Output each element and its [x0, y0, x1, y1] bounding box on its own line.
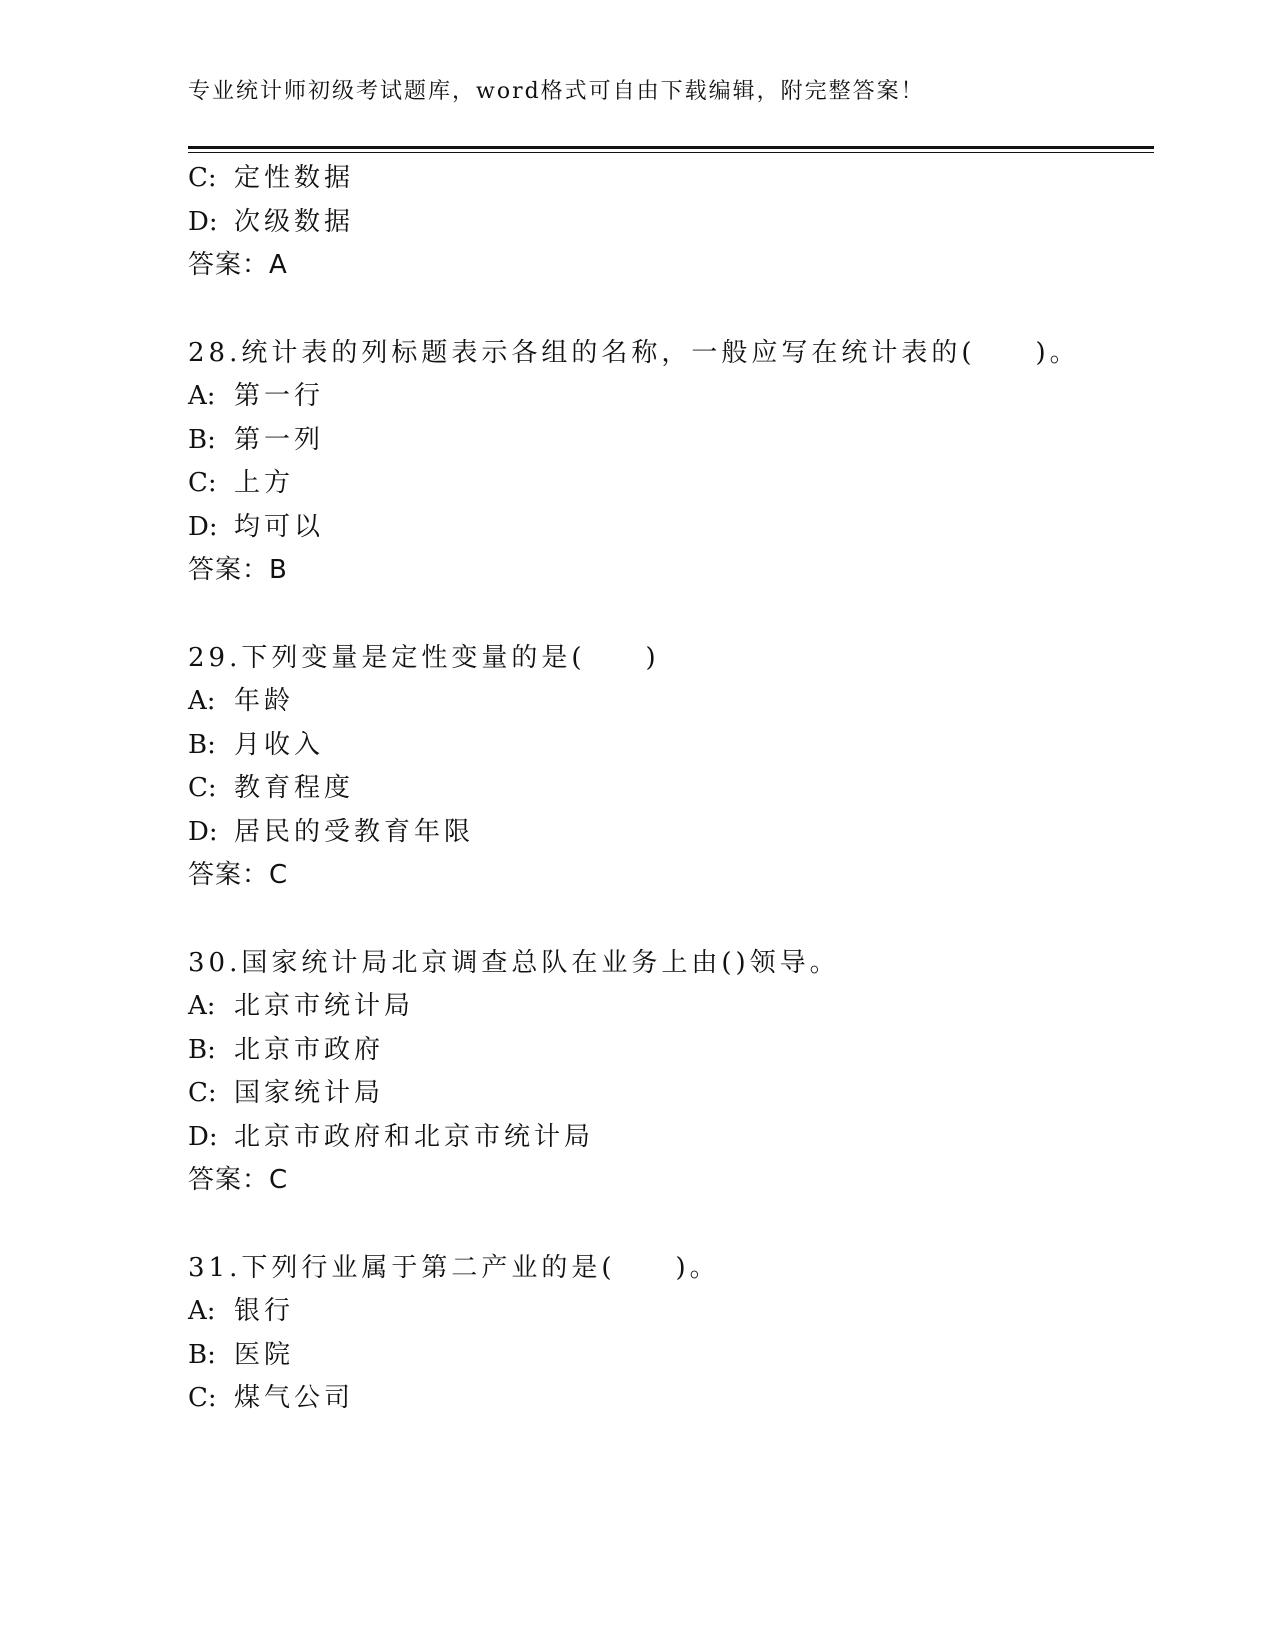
option-line [188, 420, 324, 460]
option-line [188, 507, 324, 547]
question-stem: 29.下列变量是定性变量的是( ) [188, 643, 660, 673]
option-text: 第一列 [234, 425, 325, 455]
option-line [188, 1030, 384, 1070]
option-line [188, 725, 324, 765]
option-line [188, 1117, 594, 1157]
option-letter: A: [188, 991, 216, 1021]
option-line [188, 158, 354, 198]
option-letter: B: [188, 425, 216, 455]
option-letter: C: [188, 773, 217, 803]
option-text: 银行 [234, 1296, 295, 1326]
option-text: 居民的受教育年限 [234, 817, 475, 847]
option-line [188, 463, 294, 503]
option-line [188, 1291, 294, 1331]
option-line [188, 681, 294, 721]
option-letter: D: [188, 1122, 218, 1152]
option-text: 北京市政府 [234, 1035, 385, 1065]
option-letter: C: [188, 1078, 217, 1108]
option-line [188, 986, 414, 1026]
option-line [188, 1073, 384, 1113]
answer-line: 答案：B [188, 555, 288, 585]
option-line [188, 1378, 354, 1418]
option-text: 月收入 [234, 730, 325, 760]
option-letter: B: [188, 730, 216, 760]
option-letter: D: [188, 512, 218, 542]
option-letter: C: [188, 163, 217, 193]
option-line [188, 812, 474, 852]
option-text: 均可以 [234, 512, 325, 542]
header-divider-thin [188, 152, 1154, 153]
header-divider-thick [188, 146, 1154, 149]
option-text: 煤气公司 [234, 1383, 355, 1413]
option-text: 第一行 [234, 381, 325, 411]
option-letter: A: [188, 1296, 216, 1326]
option-letter: D: [188, 817, 218, 847]
page-header: 专业统计师初级考试题库，word格式可自由下载编辑，附完整答案！ [188, 79, 925, 104]
answer-line: 答案：A [188, 250, 288, 280]
option-line [188, 376, 324, 416]
option-line [188, 1335, 294, 1375]
question-stem: 30.国家统计局北京调查总队在业务上由()领导。 [188, 948, 840, 978]
answer-line: 答案：C [188, 1165, 289, 1195]
option-letter: C: [188, 468, 217, 498]
option-line [188, 202, 354, 242]
option-text: 教育程度 [234, 773, 355, 803]
option-text: 次级数据 [234, 207, 355, 237]
option-letter: B: [188, 1035, 216, 1065]
question-stem: 31.下列行业属于第二产业的是( )。 [188, 1253, 720, 1283]
option-letter: C: [188, 1383, 217, 1413]
option-letter: A: [188, 686, 216, 716]
option-text: 定性数据 [234, 163, 355, 193]
option-letter: B: [188, 1340, 216, 1370]
question-stem: 28.统计表的列标题表示各组的名称，一般应写在统计表的( )。 [188, 338, 1080, 368]
answer-line: 答案：C [188, 860, 289, 890]
option-letter: D: [188, 207, 218, 237]
option-line [188, 768, 354, 808]
option-text: 年龄 [234, 686, 295, 716]
option-text: 北京市政府和北京市统计局 [234, 1122, 595, 1152]
option-text: 北京市统计局 [234, 991, 415, 1021]
option-text: 医院 [234, 1340, 295, 1370]
option-text: 国家统计局 [234, 1078, 385, 1108]
option-text: 上方 [234, 468, 295, 498]
option-letter: A: [188, 381, 216, 411]
